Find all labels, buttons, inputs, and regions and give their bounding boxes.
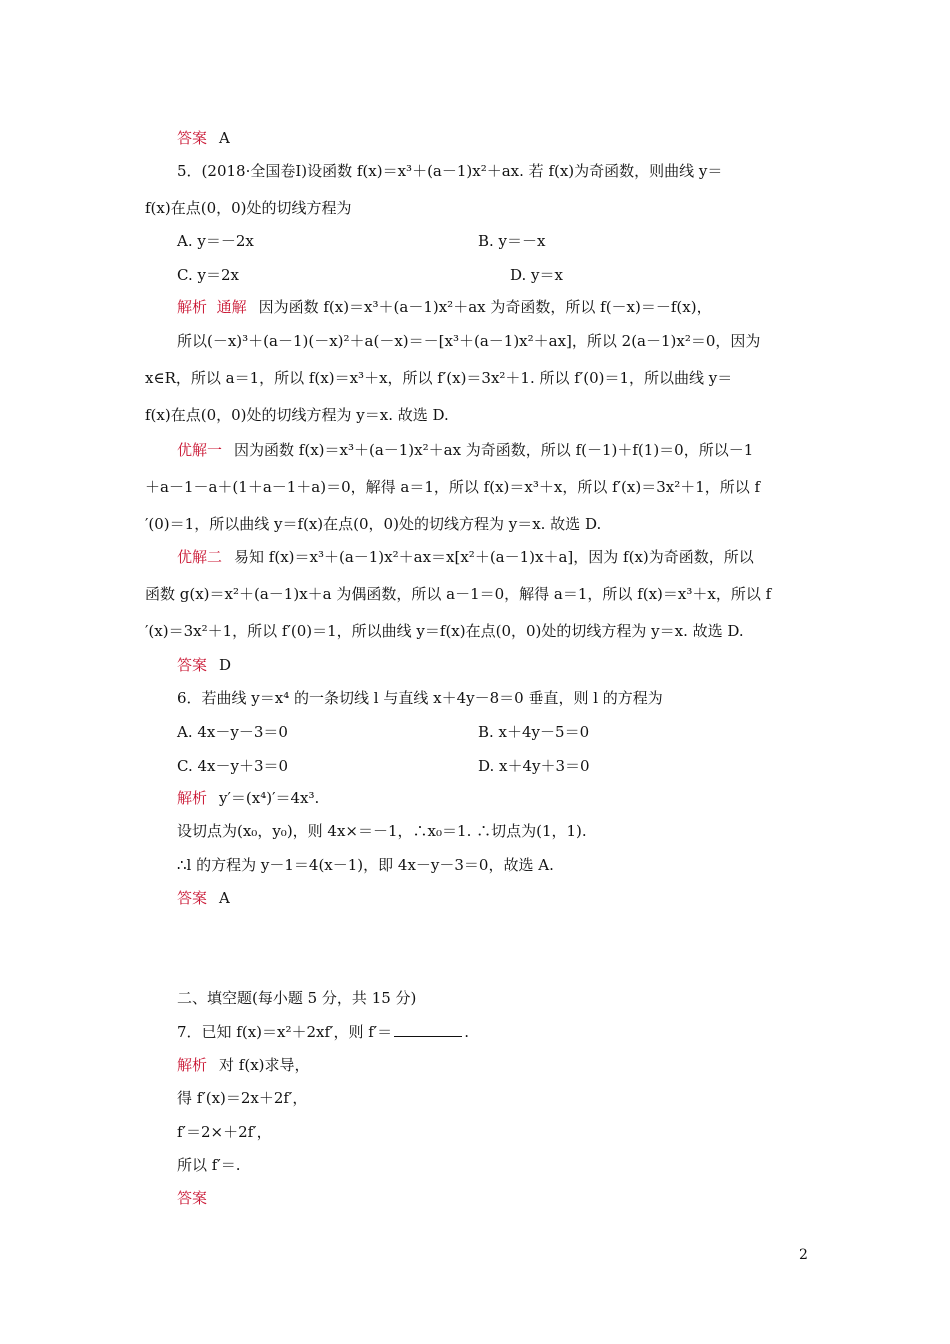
solution-text: 所以(－x)³＋(a－1)(－x)²＋a(－x)＝－[x³＋(a－1)x²＋ax]，所以 2(a－1)x²＝0，因为 (177, 332, 761, 350)
answer-line (177, 1188, 207, 1208)
option-b: B. y＝－x (478, 232, 546, 250)
solution-line: 解析 y′＝(x⁴)′＝4x³. (177, 789, 320, 807)
solution-label: 解析 (177, 298, 208, 316)
solution-text: 函数 g(x)＝x²＋(a－1)x＋a 为偶函数，所以 a－1＝0，解得 a＝1，所以 f(x)＝x³＋x，所以 f (145, 585, 772, 603)
answer-label: 答案 (177, 889, 208, 907)
section-heading: 二、填空题(每小题 5 分，共 15 分) (177, 989, 417, 1007)
solution-text: ′(x)＝3x²＋1，所以 f′(0)＝1，所以曲线 y＝f(x)在点(0，0)处的切线方程为 y＝x. 故选 D. (145, 622, 744, 640)
answer-line: 答案 D (177, 656, 232, 674)
solution-text: f′＝2×＋2f′， (177, 1123, 272, 1141)
solution-text: ＋a－1－a＋(1＋a－1＋a)＝0，解得 a＝1，所以 f(x)＝x³＋x，所以 f′(x)＝3x²＋1，所以 f (145, 478, 761, 496)
answer-line: 答案 A (177, 889, 230, 907)
solution-text: f(x)在点(0，0)处的切线方程为 y＝x. 故选 D. (145, 406, 449, 424)
option-c: C. 4x－y＋3＝0 (177, 757, 289, 775)
option-a: A. 4x－y－3＝0 (177, 723, 288, 741)
solution-text: ′(0)＝1，所以曲线 y＝f(x)在点(0，0)处的切线方程为 y＝x. 故选 D. (145, 515, 602, 533)
option-b: B. x＋4y－5＝0 (478, 723, 590, 741)
solution-text: ∴l 的方程为 y－1＝4(x－1)，即 4x－y－3＝0，故选 A. (177, 856, 554, 874)
solution-text: 所以 f′＝. (177, 1156, 241, 1174)
optimal-solution-2-label: 优解二 (177, 548, 223, 566)
solution-text: 得 f′(x)＝2x＋2f′， (177, 1089, 308, 1107)
option-a: A. y＝－2x (177, 232, 254, 250)
solution-label: 解析 (177, 1056, 208, 1074)
optimal-solution-1-label: 优解一 (177, 441, 223, 459)
option-d: D. x＋4y＋3＝0 (478, 757, 590, 775)
optimal-solution-2: 优解二 易知 f(x)＝x³＋(a－1)x²＋ax＝x[x²＋(a－1)x＋a]，因为 f(x)为奇函数，所以 (177, 548, 754, 566)
optimal-solution-1: 优解一 因为函数 f(x)＝x³＋(a－1)x²＋ax 为奇函数，所以 f(－1)＋f(1)＝0，所以－1 (177, 441, 754, 459)
question-6-stem: 6．若曲线 y＝x⁴ 的一条切线 l 与直线 x＋4y－8＝0 垂直，则 l 的方程为 (177, 689, 663, 707)
general-solution-label: 通解 (216, 298, 247, 316)
question-5-stem-cont: f(x)在点(0，0)处的切线方程为 (145, 199, 352, 217)
solution-line: 解析 通解 因为函数 f(x)＝x³＋(a－1)x²＋ax 为奇函数，所以 f(－x)＝－f(x)， (177, 298, 712, 316)
option-d: D. y＝x (510, 266, 563, 284)
answer-label: 答案 (177, 129, 208, 147)
solution-text: 设切点为(x₀，y₀)，则 4x×＝－1，∴x₀＝1. ∴切点为(1，1). (177, 822, 587, 840)
question-7-stem: 7．已知 f(x)＝x²＋2xf′，则 f′＝ . (177, 1023, 469, 1041)
page-number: 2 (799, 1247, 808, 1263)
solution-text: x∈R，所以 a＝1，所以 f(x)＝x³＋x，所以 f′(x)＝3x²＋1. 所以 f′(0)＝1，所以曲线 y＝ (145, 369, 733, 387)
answer-blank (394, 1022, 462, 1037)
solution-line: 解析 对 f(x)求导， (177, 1056, 310, 1074)
option-c: C. y＝2x (177, 266, 239, 284)
answer-label: 答案 (177, 1189, 208, 1207)
answer-line: 答案 A (177, 129, 230, 147)
question-5-stem: 5．(2018·全国卷Ⅰ)设函数 f(x)＝x³＋(a－1)x²＋ax. 若 f(x)为奇函数，则曲线 y＝ (177, 162, 723, 180)
answer-label: 答案 (177, 656, 208, 674)
solution-label: 解析 (177, 789, 208, 807)
